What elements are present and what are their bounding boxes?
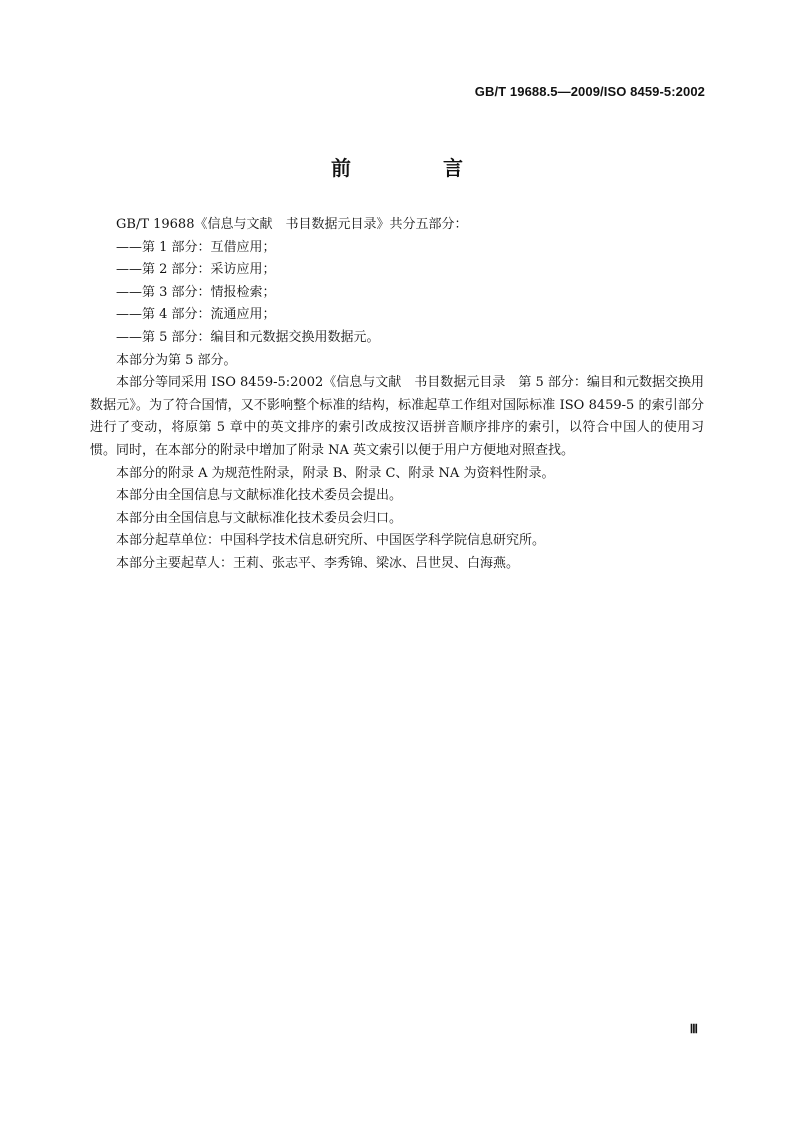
list-item-part-4: ——第 4 部分：流通应用； xyxy=(116,307,276,323)
list-item-part-3: ——第 3 部分：情报检索； xyxy=(116,284,276,300)
paragraph-adoption: 本部分等同采用 ISO 8459-5:2002《信息与文献 书目数据元目录 第 5 部分：编目和元数据交换用数据元》。为了符合国情，又不影响整个标准的结构，标准起草工作组对国际标准 ISO 8459-5 的索引部分进行了变动，将原第 5 章中的英文排序的索引改成按汉语拼音顺序排序的索引，以符合中国人的使用习惯。同时，在本部分的附录中增加了附录 NA 英文索引以便于用户方便地对照查找。 xyxy=(90,375,704,458)
page-title: 前 言 xyxy=(331,156,499,180)
paragraph-proposed-by: 本部分由全国信息与文献标准化技术委员会提出。 xyxy=(116,488,403,504)
paragraph-intro: GB/T 19688《信息与文献 书目数据元目录》共分五部分： xyxy=(116,217,468,232)
paragraph-drafting-units: 本部分起草单位：中国科学技术信息研究所、中国医学科学院信息研究所。 xyxy=(116,533,546,549)
list-item-part-2: ——第 2 部分：采访应用； xyxy=(116,262,276,278)
foreword-body xyxy=(90,214,704,576)
paragraph-part-statement: 本部分为第 5 部分。 xyxy=(116,352,237,368)
paragraph-annexes: 本部分的附录 A 为规范性附录，附录 B、附录 C、附录 NA 为资料性附录。 xyxy=(116,465,555,481)
page-number: Ⅲ xyxy=(689,1022,698,1036)
standard-code: GB/T 19688.5—2009/ISO 8459-5:2002 xyxy=(474,84,705,99)
paragraph-drafters: 本部分主要起草人：王莉、张志平、李秀锦、梁冰、吕世炅、白海燕。 xyxy=(116,555,520,571)
list-item-part-5: ——第 5 部分：编目和元数据交换用数据元。 xyxy=(116,329,380,345)
list-item-part-1: ——第 1 部分：互借应用； xyxy=(116,239,276,255)
paragraph-centralized-by: 本部分由全国信息与文献标准化技术委员会归口。 xyxy=(116,510,403,526)
